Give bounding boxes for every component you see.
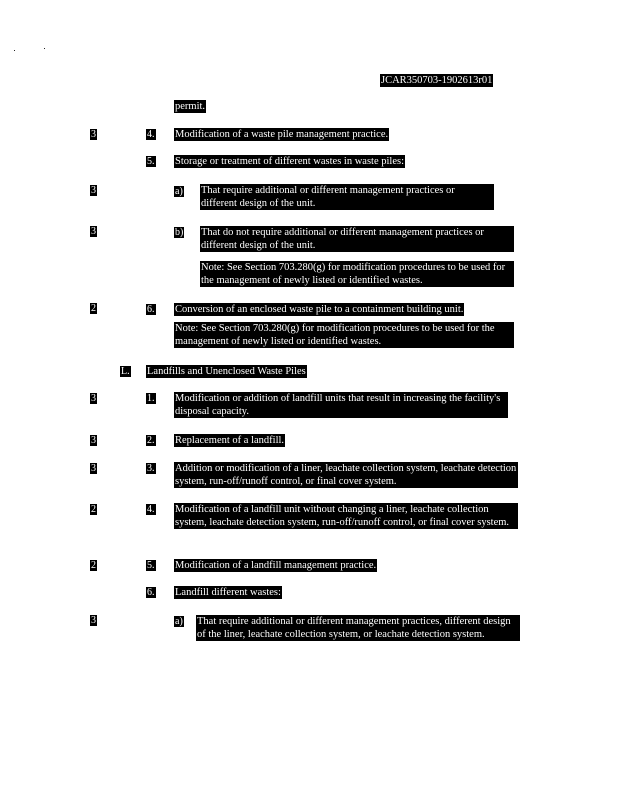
item-number: 4. [147,504,155,515]
scan-speck [14,50,15,51]
class-number: 2 [91,303,96,314]
class-number: 3 [91,435,96,446]
item-text: Modification of a landfill management practice. [175,560,377,571]
item-text: Storage or treatment of different wastes in waste piles: [175,156,404,167]
item-number: 6. [147,587,155,598]
item-number: 3. [147,463,155,474]
line-permit: permit. [175,101,206,112]
item-text: Modification or addition of landfill units that result in increasing the facility's disposal capacity. [174,392,508,418]
class-number: 3 [91,615,96,626]
item-number: a) [175,616,183,627]
class-number: 3 [91,226,96,237]
item-text: Modification of a landfill unit without changing a liner, leachate collection system, leachate detection system, run-off/runoff control, or final cover system. [174,503,518,529]
note-text: Note: See Section 703.280(g) for modification procedures to be used for the management of newly listed or identified wastes. [200,261,514,287]
scan-speck [44,48,45,49]
class-number: 3 [91,185,96,196]
item-number: 4. [147,129,155,140]
item-number: 1. [147,393,155,404]
section-heading: Landfills and Unenclosed Waste Piles [147,366,306,377]
item-number: 5. [147,560,155,571]
class-number: 3 [91,129,96,140]
note-text: Note: See Section 703.280(g) for modification procedures to be used for the management of newly listed or identified wastes. [174,322,514,348]
item-text: That require additional or different management practices, different design of the liner, leachate collection system, or leachate detection system. [196,615,520,641]
item-text: Conversion of an enclosed waste pile to a containment building unit. [175,304,464,315]
item-text: That require additional or different management practices or different design of the unit. [200,184,494,210]
class-number: 3 [91,463,96,474]
class-number: 2 [91,504,96,515]
item-number: 2. [147,435,155,446]
class-number: 3 [91,393,96,404]
item-text: Modification of a waste pile management practice. [175,129,389,140]
item-number: b) [175,227,184,238]
item-number: 5. [147,156,155,167]
class-number: 2 [91,560,96,571]
item-text: Addition or modification of a liner, leachate collection system, leachate detection system, run-off/runoff control, or final cover system. [175,463,517,487]
section-letter: L. [121,366,130,377]
item-number: a) [175,186,183,197]
item-text: Replacement of a landfill. [175,435,285,446]
item-text: Landfill different wastes: [175,587,281,598]
item-text: That do not require additional or different management practices or different design of the unit. [200,226,514,252]
document-id: JCAR350703-1902613r01 [381,75,493,86]
item-number: 6. [147,304,155,315]
